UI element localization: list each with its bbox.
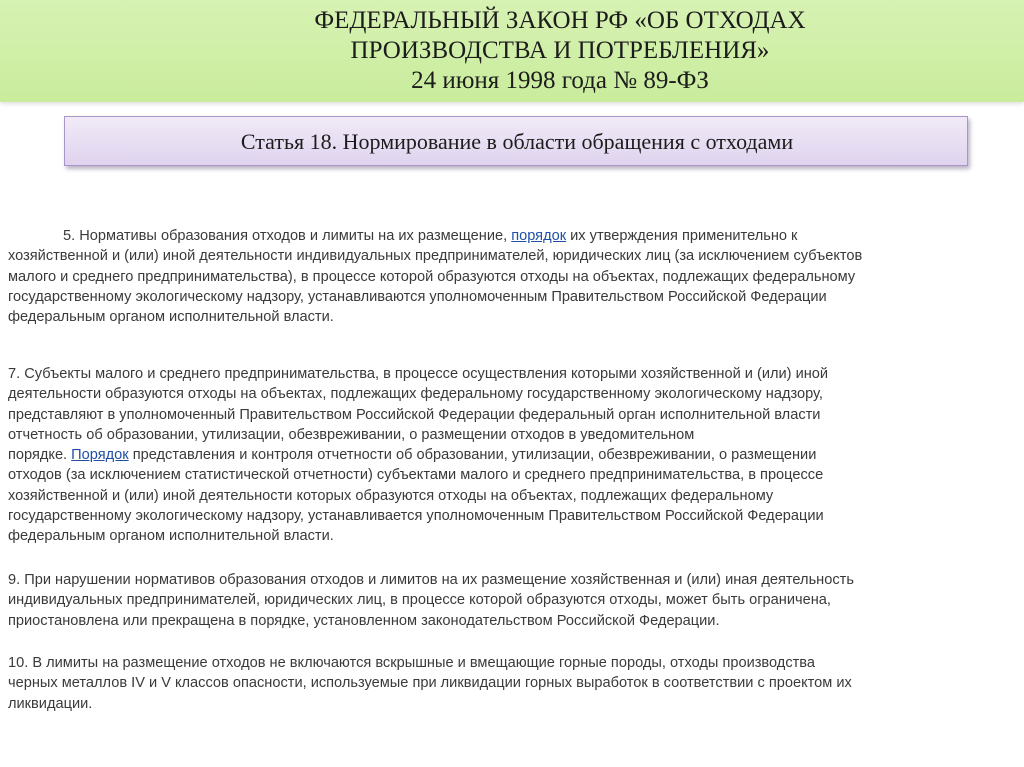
paragraph-7-text: представления и контроля отчетности об образовании, утилизации, обезвреживании, о размещении [128, 447, 817, 464]
paragraph-9-line: приостановлена или прекращена в порядке, установленном законодательством Российской Федерации. [8, 612, 720, 629]
paragraph-7-line: отходов (за исключением статистической отчетности) субъектами малого и среднего предпринимательства, в процессе [8, 467, 824, 484]
paragraph-7-line: отчетность об образовании, утилизации, обезвреживании, о размещении отходов в уведомительном [8, 426, 695, 443]
reporting-order-link[interactable]: Порядок [71, 447, 129, 464]
article-title: Статья 18. Нормирование в области обращения с отходами [240, 129, 794, 154]
paragraph-5-line: федеральным органом исполнительной власти. [8, 309, 334, 326]
paragraph-5-line [8, 226, 1016, 246]
paragraph-9-line: индивидуальных предпринимателей, юридических лиц, в процессе которой образуются отходы, может быть ограничена, [8, 592, 831, 609]
paragraph-10-line: ликвидации. [8, 695, 93, 712]
paragraph-5-text: их утверждения применительно к [566, 228, 798, 244]
order-link[interactable]: порядок [511, 228, 567, 244]
paragraph-7-text: порядке. [8, 447, 72, 464]
paragraph-10 [8, 653, 1016, 714]
paragraph-5-line: малого и среднего предпринимательства), в процессе которой образуются отходы на объектах, подлежащих федеральному [8, 268, 856, 285]
paragraph-7-line: 7. Субъекты малого и среднего предпринимательства, в процессе осуществления которыми хозяйственной и (или) иной [8, 366, 829, 382]
paragraph-7-line: деятельности образуются отходы на объектах, подлежащих федеральному государственному экологическому надзору, [8, 386, 823, 403]
paragraph-7-line [8, 445, 1016, 465]
law-title-line-1: ФЕДЕРАЛЬНЫЙ ЗАКОН РФ «ОБ ОТХОДАХ [314, 7, 806, 34]
paragraph-10-line: черных металлов IV и V классов опасности, используемые при ликвидации горных выработок в соответствии с проектом их [8, 675, 852, 692]
law-date-number: 24 июня 1998 года № 89-ФЗ [411, 67, 709, 94]
paragraph-5-text: 5. Нормативы образования отходов и лимиты на их размещение, [63, 228, 512, 244]
law-title-line-2: ПРОИЗВОДСТВА И ПОТРЕБЛЕНИЯ» [350, 37, 770, 64]
paragraph-10-line: 10. В лимиты на размещение отходов не включаются вскрышные и вмещающие горные породы, отходы производства [8, 655, 816, 671]
paragraph-7 [8, 364, 1016, 547]
article-title-box [64, 116, 968, 166]
paragraph-7-line: хозяйственной и (или) иной деятельности которых образуются отходы на объектах, подлежащих федеральному [8, 487, 774, 504]
paragraph-7-line: представляют в уполномоченный Правительством Российской Федерации федеральный орган исполнительной власти [8, 406, 821, 423]
paragraph-7-line: государственному экологическому надзору, устанавливается уполномоченным Правительством Российской Федерации [8, 508, 824, 525]
paragraph-9-line: 9. При нарушении нормативов образования отходов и лимитов на их размещение хозяйственная и (или) иная деятельность [8, 572, 854, 588]
paragraph-5-line: хозяйственной и (или) иной деятельности индивидуальных предпринимателей, юридических лиц (за исключением субъектов [8, 248, 863, 265]
paragraph-9 [8, 570, 1016, 631]
paragraph-5 [8, 226, 1016, 327]
paragraph-7-line: федеральным органом исполнительной власти. [8, 528, 334, 545]
title-band [0, 0, 1024, 102]
paragraph-5-line: государственному экологическому надзору, устанавливаются уполномоченным Правительством Российской Федерации [8, 288, 827, 305]
